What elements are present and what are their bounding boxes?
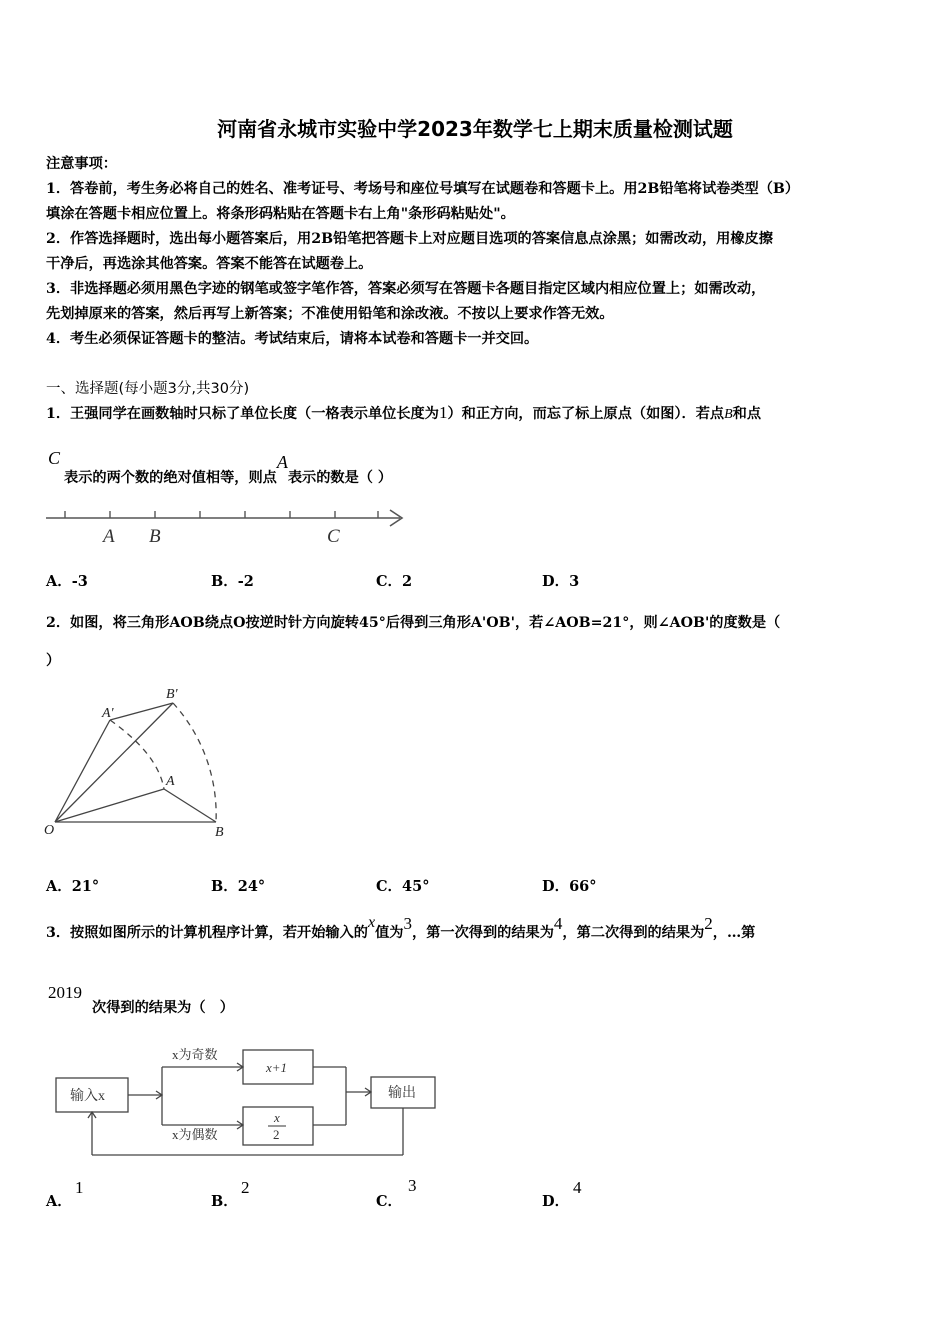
- axis-label-c: C: [327, 526, 340, 547]
- axis-label-b: B: [149, 526, 161, 547]
- page-title: 河南省永城市实验中学2023年数学七上期末质量检测试题: [217, 117, 733, 141]
- flow-even-label: x为偶数: [172, 1127, 218, 1142]
- arc-b: [173, 703, 216, 822]
- q3-text-line2: 次得到的结果为（ ）: [92, 1000, 234, 1016]
- q3-value-2019: 2019: [48, 983, 82, 1002]
- label-b: B: [215, 825, 224, 840]
- flow-output-label: 输出: [388, 1086, 416, 1101]
- notice-line: 2．作答选择题时，选出每小题答案后，用2B铅笔把答题卡上对应题目选项的答案信息点涂黑；如需改动，用橡皮擦: [46, 231, 773, 247]
- notice-line: 先划掉原来的答案，然后再写上新答案；不准使用铅笔和涂改液。不按以上要求作答无效。: [46, 306, 614, 322]
- notice-line: 填涂在答题卡相应位置上。将条形码粘贴在答题卡右上角"条形码粘贴处"。: [46, 206, 515, 222]
- rotation-figure: [40, 682, 240, 842]
- q2-option-c[interactable]: C．45°: [376, 878, 430, 895]
- q3-option-a-value: 1: [75, 1178, 84, 1197]
- q1-text-line2: 表示的两个数的绝对值相等，则点A表示的数是（ ）: [64, 452, 393, 486]
- q1-point-c-label: C: [48, 448, 61, 468]
- flow-input-label: 输入x: [70, 1089, 105, 1104]
- q3-text-line1: 3．按照如图所示的计算机程序计算，若开始输入的x值为3，第一次得到的结果为4，第二次得到的结果为2，…第: [46, 914, 756, 941]
- notice-line: 3．非选择题必须用黑色字迹的钢笔或签字笔作答，答案必须写在答题卡各题目指定区域内相应位置上；如需改动，: [46, 281, 766, 297]
- label-a1: A': [102, 706, 114, 721]
- notice-line: 4．考生必须保证答题卡的整洁。考试结束后，请将本试卷和答题卡一并交回。: [46, 331, 539, 347]
- q3-option-c-value: 3: [408, 1176, 417, 1195]
- flow-odd-label: x为奇数: [172, 1047, 218, 1062]
- axis-ticks: [65, 511, 378, 518]
- q2-option-d[interactable]: D．66°: [542, 878, 597, 895]
- segment-ab: [164, 789, 216, 822]
- q1-option-c[interactable]: C．2: [376, 573, 413, 590]
- axis-label-a: A: [103, 526, 115, 547]
- segment-a1b1: [110, 703, 173, 720]
- label-o: O: [44, 823, 55, 838]
- q2-text-line2: ）: [46, 653, 61, 669]
- flow-even-numerator: x: [274, 1110, 280, 1125]
- notice-heading: 注意事项：: [46, 156, 117, 172]
- segment-oa1: [55, 720, 110, 822]
- q2-option-b[interactable]: B．24°: [211, 878, 266, 895]
- q3-option-d-value: 4: [573, 1178, 582, 1197]
- q1-option-a[interactable]: A．-3: [46, 573, 88, 590]
- label-b1: B': [166, 687, 178, 702]
- arc-a: [110, 720, 164, 789]
- flow-odd-op: x+1: [266, 1060, 288, 1075]
- q3-option-b[interactable]: B．: [211, 1193, 238, 1210]
- flowchart-figure: [50, 1040, 450, 1165]
- q1-option-b[interactable]: B．-2: [211, 573, 254, 590]
- label-a: A: [166, 774, 175, 789]
- number-line-figure: [40, 500, 410, 550]
- q1-text-line1: 1．王强同学在画数轴时只标了单位长度（一格表示单位长度为1）和正方向，而忘了标上原点（如图）．若点B和点: [46, 403, 762, 422]
- notice-line: 干净后，再选涂其他答案。答案不能答在试题卷上。: [46, 256, 373, 272]
- q3-option-a[interactable]: A．: [46, 1193, 72, 1210]
- flow-even-denominator: 2: [273, 1127, 280, 1142]
- q2-text-line1: 2．如图，将三角形AOB绕点O按逆时针方向旋转45°后得到三角形A'OB'，若∠AOB=21°，则∠AOB'的度数是（: [46, 615, 781, 631]
- notice-line: 1．答卷前，考生务必将自己的姓名、准考证号、考场号和座位号填写在试题卷和答题卡上。用2B铅笔将试卷类型（B）: [46, 181, 800, 197]
- q3-option-b-value: 2: [241, 1178, 250, 1197]
- q1-option-d[interactable]: D．3: [542, 573, 580, 590]
- q3-option-d[interactable]: D．: [542, 1193, 570, 1210]
- q3-option-c[interactable]: C．: [376, 1193, 403, 1210]
- section-heading: 一、选择题(每小题3分,共30分): [46, 381, 250, 397]
- q2-option-a[interactable]: A．21°: [46, 878, 100, 895]
